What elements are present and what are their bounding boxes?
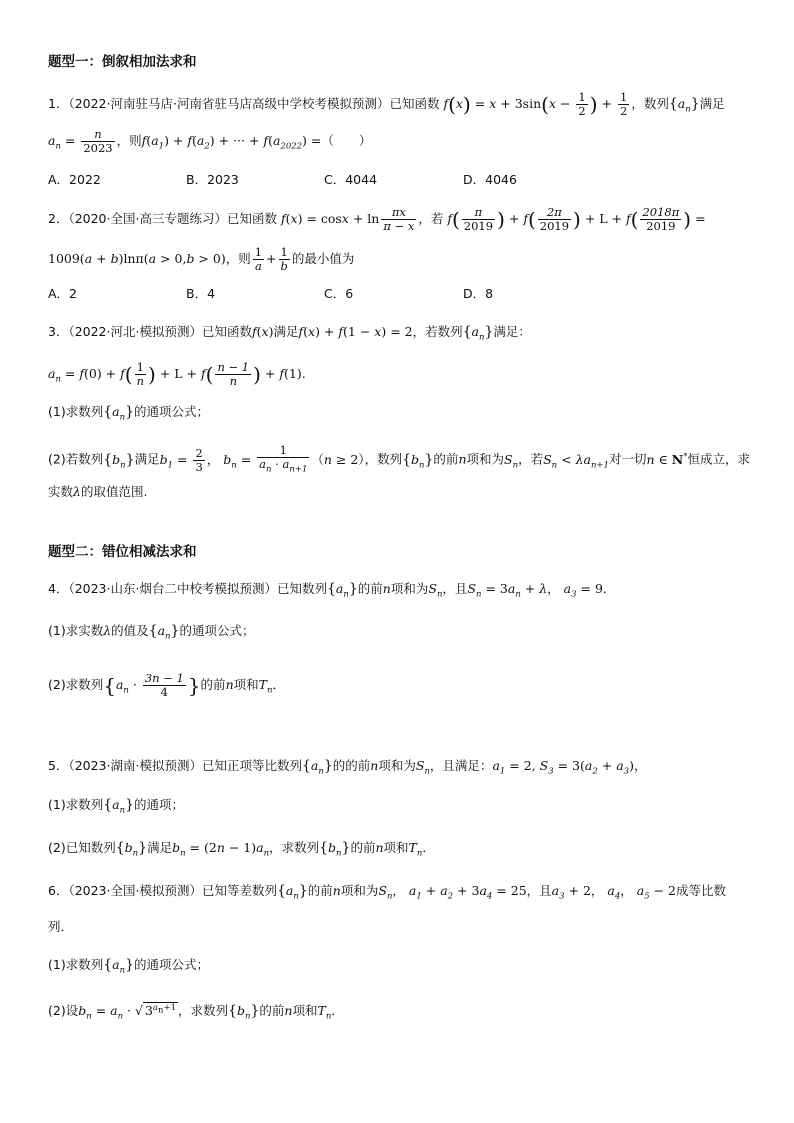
- q3-sequence-formula: $a_n = f(0) + f$( $\frac{1}{n}$ ) + L + f( $\frac{n - 1}{n}$ ) + f(1).: [48, 360, 306, 388]
- q6-stem: 6．（2023·全国·模拟预测）已知等差数列$\{a_n\}$的前n项和为$S_n$， $a_1 + a_2 + 3a_4 = 25$，且$a_3 + 2$， $a_4$， $a_5 - 2$成等比数: [48, 883, 727, 902]
- q6-number: 6．: [48, 883, 69, 898]
- q2-option-c[interactable]: C．6: [324, 286, 354, 301]
- q3-b-definition: $b_1$ = $\frac{2}{3}$ ， $b_n$ = $\frac{1}{a_n \cdot a_{n+1}}$ （n ≥ 2）: [159, 443, 365, 475]
- q5-stem: 5．（2023·湖南·模拟预测）已知正项等比数列$\{a_n\}$的的前n项和为$S_n$，且满足：$a_1 = 2$, $S_3 = 3(a_2 + a_3)$，: [48, 758, 647, 777]
- q4-part-2: (2)求数列{$a_n$ · $\frac{3n - 1}{4}$ }的前n项和$T_n$．: [48, 671, 285, 699]
- q1-option-d[interactable]: D．4046: [463, 172, 517, 187]
- q2-sum-formula: f( $\frac{\pi}{2019}$ ) + f( $\frac{2\pi}{2019}$ ) + L + f( $\frac{2018\pi}{2019}$ ) =: [447, 205, 706, 233]
- q2-condition-formula: 1009(a + b)lnπ(a > 0,b > 0): [48, 251, 226, 266]
- q5-source: （2023·湖南·模拟预测）: [68, 758, 202, 773]
- q3-number: 3．: [48, 324, 69, 339]
- q3-source: （2022·河北·模拟预测）: [68, 324, 202, 339]
- q2-number: 2．: [48, 211, 69, 226]
- q5-part-2: (2)已知数列$\{b_n\}$满足$b_n = (2n - 1)a_n$，求数列$\{b_n\}$的前n项和$T_n$．: [48, 840, 435, 859]
- q3-part-2: (2)若数列$\{b_n\}$满足$b_1$ = $\frac{2}{3}$ ， $b_n$ = $\frac{1}{a_n \cdot a_{n+1}}$ （n ≥ 2），数列$\{b_n\}$的前n项和为$S_n$，若$S_n < \lambda a_{n+1}$对一切n ∈ N*恒成立，求: [48, 443, 750, 475]
- section-title-2: 题型二：错位相减法求和: [48, 544, 197, 560]
- q2-option-b[interactable]: B．4: [186, 286, 216, 301]
- q2-target-formula: $\frac{1}{a}$ + $\frac{1}{b}$: [254, 245, 288, 273]
- q1-stem: 1．（2022·河南驻马店·河南省驻马店高级中学校考模拟预测）已知函数 f(x) = x + 3sin(x − $\frac{1}{2}$ ) + $\frac{1}{2}$ ，数列$\{a_n\}$满足: [48, 90, 725, 118]
- q2-stem: 2．（2020·全国·高三专题练习）已知函数 f(x) = cosx + ln $\frac{\pi x}{\pi - x}$ ，若 f( $\frac{\pi}{2019}$ ) + f( $\frac{2\pi}{2019}$ ) + L + f( $\frac{2018\pi}{2019}$ ) =: [48, 205, 706, 233]
- q4-source: （2023·山东·烟台二中校考模拟预测）: [68, 581, 277, 596]
- q1-function-formula: f(x) = x + 3sin(x − $\frac{1}{2}$ ) + $\frac{1}{2}$: [443, 90, 628, 118]
- q4-number: 4．: [48, 581, 69, 596]
- q3-inequality: $S_n < \lambda a_{n+1}$: [543, 451, 609, 471]
- q2-source: （2020·全国·高三专题练习）: [68, 211, 227, 226]
- q5-condition: $a_1 = 2$, $S_3 = 3(a_2 + a_3)$，: [492, 758, 647, 777]
- q4-condition: $S_n = 3a_n + \lambda$， $a_3 = 9$．: [467, 581, 616, 600]
- q6-geometric-terms: $a_3 + 2$， $a_4$， $a_5 - 2$: [551, 883, 677, 902]
- q2-option-d[interactable]: D．8: [463, 286, 494, 301]
- q6-part-1: (1)求数列$\{a_n\}$的通项公式；: [48, 957, 210, 976]
- q3-part-1: (1)求数列$\{a_n\}$的通项公式；: [48, 404, 210, 423]
- q3-part-2-line2: 实数λ的取值范围.: [48, 484, 148, 499]
- q2-option-a[interactable]: A．2: [48, 286, 78, 301]
- q4-part-1: (1)求实数λ的值及$\{a_n\}$的通项公式；: [48, 623, 255, 642]
- q1-option-a[interactable]: A．2022: [48, 172, 101, 187]
- q1-stem-line2: $a_n$ = $\frac{n}{2023}$ ，则$f(a_1) + f(a_2)$ + ··· + $f(a_{2022})$ =（ ）: [48, 127, 372, 155]
- q6-part-2: (2)设$b_n = a_n$ · √ $3^{a_n+1}$ ，求数列$\{b_n\}$的前n项和$T_n$．: [48, 1003, 344, 1022]
- q1-sequence-formula: $a_n$ = $\frac{n}{2023}$: [48, 127, 113, 155]
- q6-stem-line2: 列．: [48, 919, 74, 934]
- q5-b-definition: $b_n = (2n - 1)a_n$: [172, 840, 270, 859]
- q1-option-c[interactable]: C．4044: [324, 172, 378, 187]
- q6-condition: ， $a_1 + a_2 + 3a_4 = 25$: [392, 883, 527, 902]
- q1-source: （2022·河南驻马店·河南省驻马店高级中学校考模拟预测）: [68, 96, 390, 111]
- q1-option-b[interactable]: B．2023: [186, 172, 239, 187]
- q3-stem: 3．（2022·河北·模拟预测）已知函数f(x)满足f(x) + f(1 − x) = 2，若数列$\{a_n\}$满足：: [48, 324, 531, 343]
- q2-stem-line2: 1009(a + b)lnπ(a > 0,b > 0)，则 $\frac{1}{a}$ + $\frac{1}{b}$ 的最小值为: [48, 245, 355, 273]
- q4-sequence-formula: {$a_n$ · $\frac{3n - 1}{4}$ }: [103, 671, 201, 699]
- q1-number: 1．: [48, 96, 69, 111]
- q5-part-1: (1)求数列$\{a_n\}$的通项；: [48, 797, 185, 816]
- q4-stem: 4．（2023·山东·烟台二中校考模拟预测）已知数列$\{a_n\}$的前n项和为$S_n$，且$S_n = 3a_n + \lambda$， $a_3 = 9$．: [48, 581, 616, 600]
- q5-number: 5．: [48, 758, 69, 773]
- q2-function-formula: f(x) = cosx + ln $\frac{\pi x}{\pi - x}$: [280, 205, 415, 233]
- q3-function-condition: f(x) + f(1 − x) = 2: [298, 324, 413, 339]
- q6-source: （2023·全国·模拟预测）: [68, 883, 202, 898]
- q6-b-definition: $b_n = a_n$ · √ $3^{a_n+1}$: [78, 1003, 177, 1022]
- q1-sum-formula: $f(a_1) + f(a_2)$ + ··· + $f(a_{2022})$ =: [141, 133, 322, 152]
- section-title-1: 题型一：倒叙相加法求和: [48, 54, 197, 70]
